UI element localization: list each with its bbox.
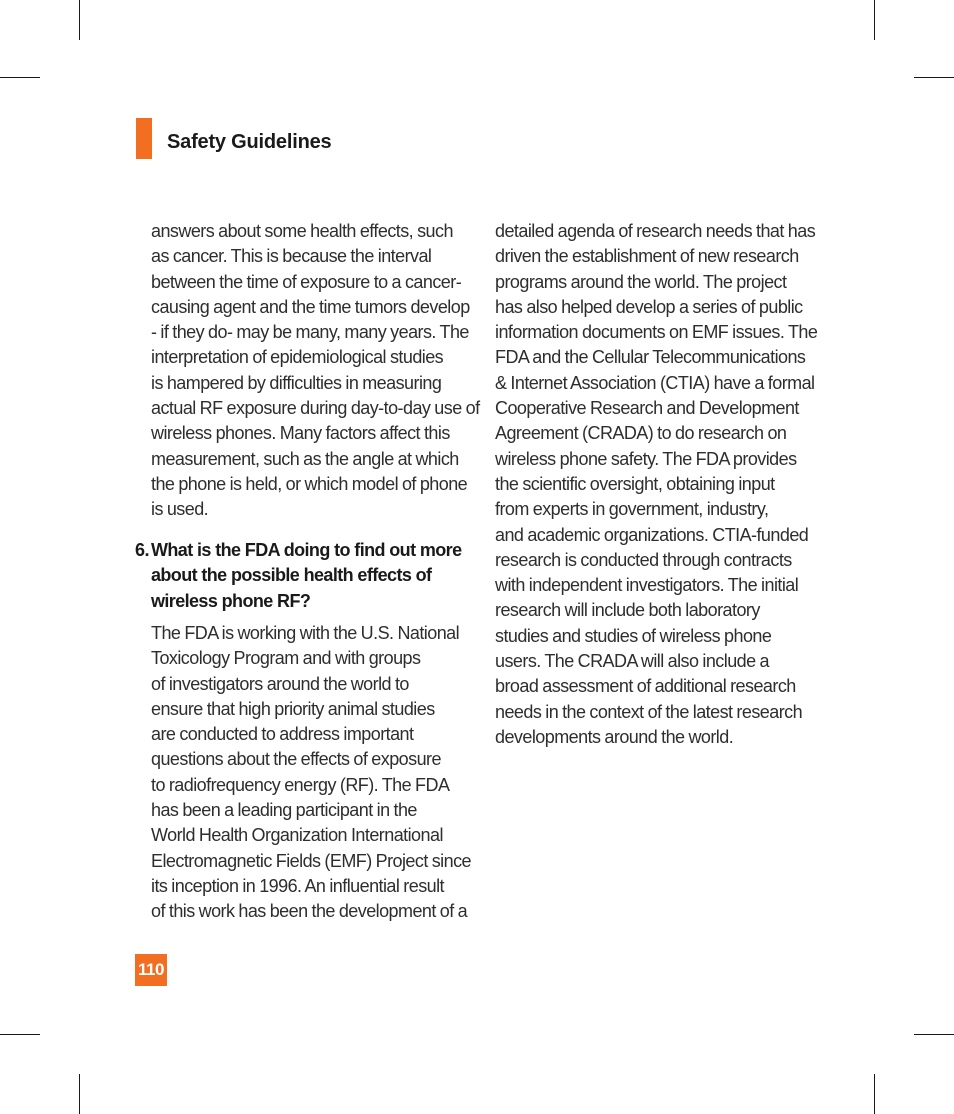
intro-paragraph (151, 219, 480, 523)
text-line: detailed agenda of research needs that has (495, 221, 816, 241)
text-line: the phone is held, or which model of phone (151, 473, 468, 494)
text-line: causing agent and the time tumors develop (151, 296, 470, 317)
text-line: actual RF exposure during day-to-day use of (151, 398, 480, 419)
answer-paragraph (151, 621, 472, 925)
question-line: What is the FDA doing to find out more (151, 540, 462, 560)
text-line: has also helped develop a series of public (495, 296, 803, 317)
text-line: is used. (151, 499, 209, 520)
text-line: questions about the effects of exposure (151, 749, 441, 770)
question-line: wireless phone RF? (151, 590, 311, 611)
text-line: research will include both laboratory (495, 600, 760, 621)
text-line: FDA and the Cellular Telecommunications (495, 347, 806, 368)
text-line: Toxicology Program and with groups (151, 648, 421, 669)
text-line: & Internet Association (CTIA) have a formal (495, 372, 815, 393)
question-number: 6. (135, 540, 150, 560)
text-line: and academic organizations. CTIA-funded (495, 524, 809, 545)
text-line: Cooperative Research and Development (495, 398, 799, 419)
text-line: as cancer. This is because the interval (151, 246, 432, 267)
crop-mark-top-left-horizontal (0, 77, 40, 78)
crop-mark-bottom-right-vertical (874, 1074, 875, 1114)
text-line: users. The CRADA will also include a (495, 651, 769, 672)
question-line: about the possible health effects of (151, 565, 432, 586)
text-line: driven the establishment of new research (495, 246, 799, 267)
text-line: World Health Organization International (151, 825, 443, 846)
text-line: are conducted to address important (151, 724, 414, 745)
text-line: The FDA is working with the U.S. National (151, 623, 460, 643)
text-line: has been a leading participant in the (151, 800, 417, 821)
text-line: to radiofrequency energy (RF). The FDA (151, 774, 450, 795)
text-line: its inception in 1996. An influential result (151, 875, 445, 896)
text-line: of investigators around the world to (151, 673, 409, 694)
section-accent-bar (136, 118, 152, 159)
crop-mark-bottom-right-horizontal (914, 1034, 954, 1035)
text-line: ensure that high priority animal studies (151, 698, 435, 719)
text-line: Agreement (CRADA) to do research on (495, 423, 787, 444)
text-line: interpretation of epidemiological studies (151, 347, 444, 368)
crop-mark-top-left-vertical (79, 0, 80, 40)
text-line: from experts in government, industry, (495, 499, 769, 520)
text-line: Electromagnetic Fields (EMF) Project since (151, 850, 472, 871)
text-line: of this work has been the development of a (151, 901, 468, 922)
text-line: measurement, such as the angle at which (151, 448, 459, 469)
text-line: wireless phones. Many factors affect this (151, 423, 450, 444)
crop-mark-bottom-left-vertical (79, 1074, 80, 1114)
text-line: answers about some health effects, such (151, 221, 453, 241)
question-text (151, 538, 462, 614)
crop-mark-bottom-left-horizontal (0, 1034, 40, 1035)
text-line: information documents on EMF issues. The (495, 322, 818, 343)
text-line: needs in the context of the latest research (495, 701, 803, 722)
text-line: wireless phone safety. The FDA provides (495, 448, 797, 469)
continued-paragraph (495, 219, 818, 750)
text-line: - if they do- may be many, many years. The (151, 322, 469, 343)
text-line: between the time of exposure to a cancer- (151, 271, 462, 292)
text-line: programs around the world. The project (495, 271, 787, 292)
crop-mark-top-right-horizontal (914, 77, 954, 78)
text-line: is hampered by difficulties in measuring (151, 372, 442, 393)
text-line: the scientific oversight, obtaining input (495, 473, 775, 494)
page-number: 110 (135, 954, 167, 986)
text-line: research is conducted through contracts (495, 549, 792, 570)
text-line: studies and studies of wireless phone (495, 625, 772, 646)
section-title: Safety Guidelines (167, 131, 332, 153)
crop-mark-top-right-vertical (874, 0, 875, 40)
text-line: developments around the world. (495, 726, 734, 747)
text-line: with independent investigators. The initial (495, 575, 799, 596)
text-line: broad assessment of additional research (495, 676, 796, 697)
